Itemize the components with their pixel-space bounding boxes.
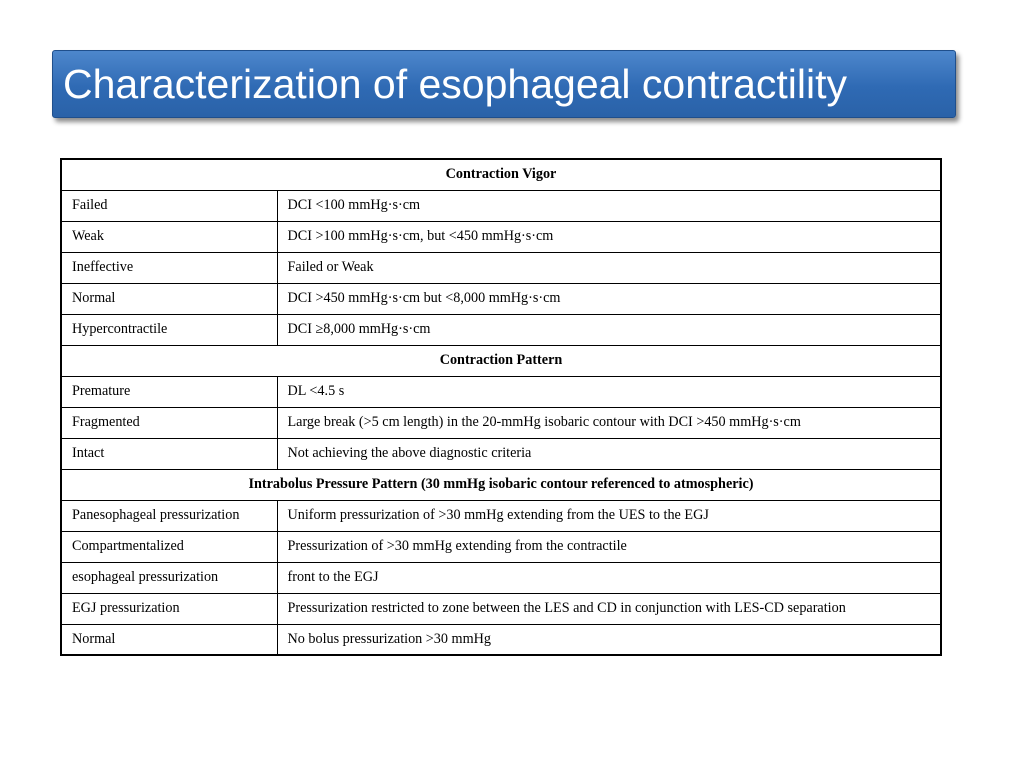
- row-label: Premature: [61, 376, 277, 407]
- row-label: Panesophageal pressurization: [61, 500, 277, 531]
- row-criteria: front to the EGJ: [277, 562, 941, 593]
- row-label: esophageal pressurization: [61, 562, 277, 593]
- section-heading: Contraction Pattern: [61, 345, 941, 376]
- row-criteria: Pressurization of >30 mmHg extending from the contractile: [277, 531, 941, 562]
- section-header-row: [61, 159, 941, 190]
- row-criteria: DCI <100 mmHg·s·cm: [277, 190, 941, 221]
- table-row: [61, 593, 941, 624]
- table-row: [61, 562, 941, 593]
- row-label: Normal: [61, 283, 277, 314]
- row-criteria: Uniform pressurization of >30 mmHg extending from the UES to the EGJ: [277, 500, 941, 531]
- table-row: [61, 531, 941, 562]
- row-criteria: Failed or Weak: [277, 252, 941, 283]
- row-label: Ineffective: [61, 252, 277, 283]
- table-row: [61, 438, 941, 469]
- table-row: [61, 252, 941, 283]
- row-label: Intact: [61, 438, 277, 469]
- section-heading: Contraction Vigor: [61, 159, 941, 190]
- row-label: Compartmentalized: [61, 531, 277, 562]
- title-banner: [52, 50, 956, 118]
- section-header-row: [61, 469, 941, 500]
- row-criteria: No bolus pressurization >30 mmHg: [277, 624, 941, 655]
- row-criteria: Pressurization restricted to zone between the LES and CD in conjunction with LES-CD separation: [277, 593, 941, 624]
- section-heading: Intrabolus Pressure Pattern (30 mmHg isobaric contour referenced to atmospheric): [61, 469, 941, 500]
- table-row: [61, 283, 941, 314]
- row-criteria: DCI >450 mmHg·s·cm but <8,000 mmHg·s·cm: [277, 283, 941, 314]
- table-row: [61, 624, 941, 655]
- row-label: Failed: [61, 190, 277, 221]
- row-criteria: DL <4.5 s: [277, 376, 941, 407]
- contractility-table: [60, 158, 942, 656]
- table-row: [61, 190, 941, 221]
- row-label: Normal: [61, 624, 277, 655]
- row-criteria: Large break (>5 cm length) in the 20-mmHg isobaric contour with DCI >450 mmHg·s·cm: [277, 407, 941, 438]
- table-row: [61, 221, 941, 252]
- row-label: Hypercontractile: [61, 314, 277, 345]
- table-row: [61, 500, 941, 531]
- row-label: Fragmented: [61, 407, 277, 438]
- row-criteria: Not achieving the above diagnostic criteria: [277, 438, 941, 469]
- row-label: EGJ pressurization: [61, 593, 277, 624]
- row-criteria: DCI >100 mmHg·s·cm, but <450 mmHg·s·cm: [277, 221, 941, 252]
- slide-title: Characterization of esophageal contractility: [63, 61, 847, 107]
- table-row: [61, 314, 941, 345]
- section-header-row: [61, 345, 941, 376]
- table-row: [61, 376, 941, 407]
- row-criteria: DCI ≥8,000 mmHg·s·cm: [277, 314, 941, 345]
- row-label: Weak: [61, 221, 277, 252]
- table-row: [61, 407, 941, 438]
